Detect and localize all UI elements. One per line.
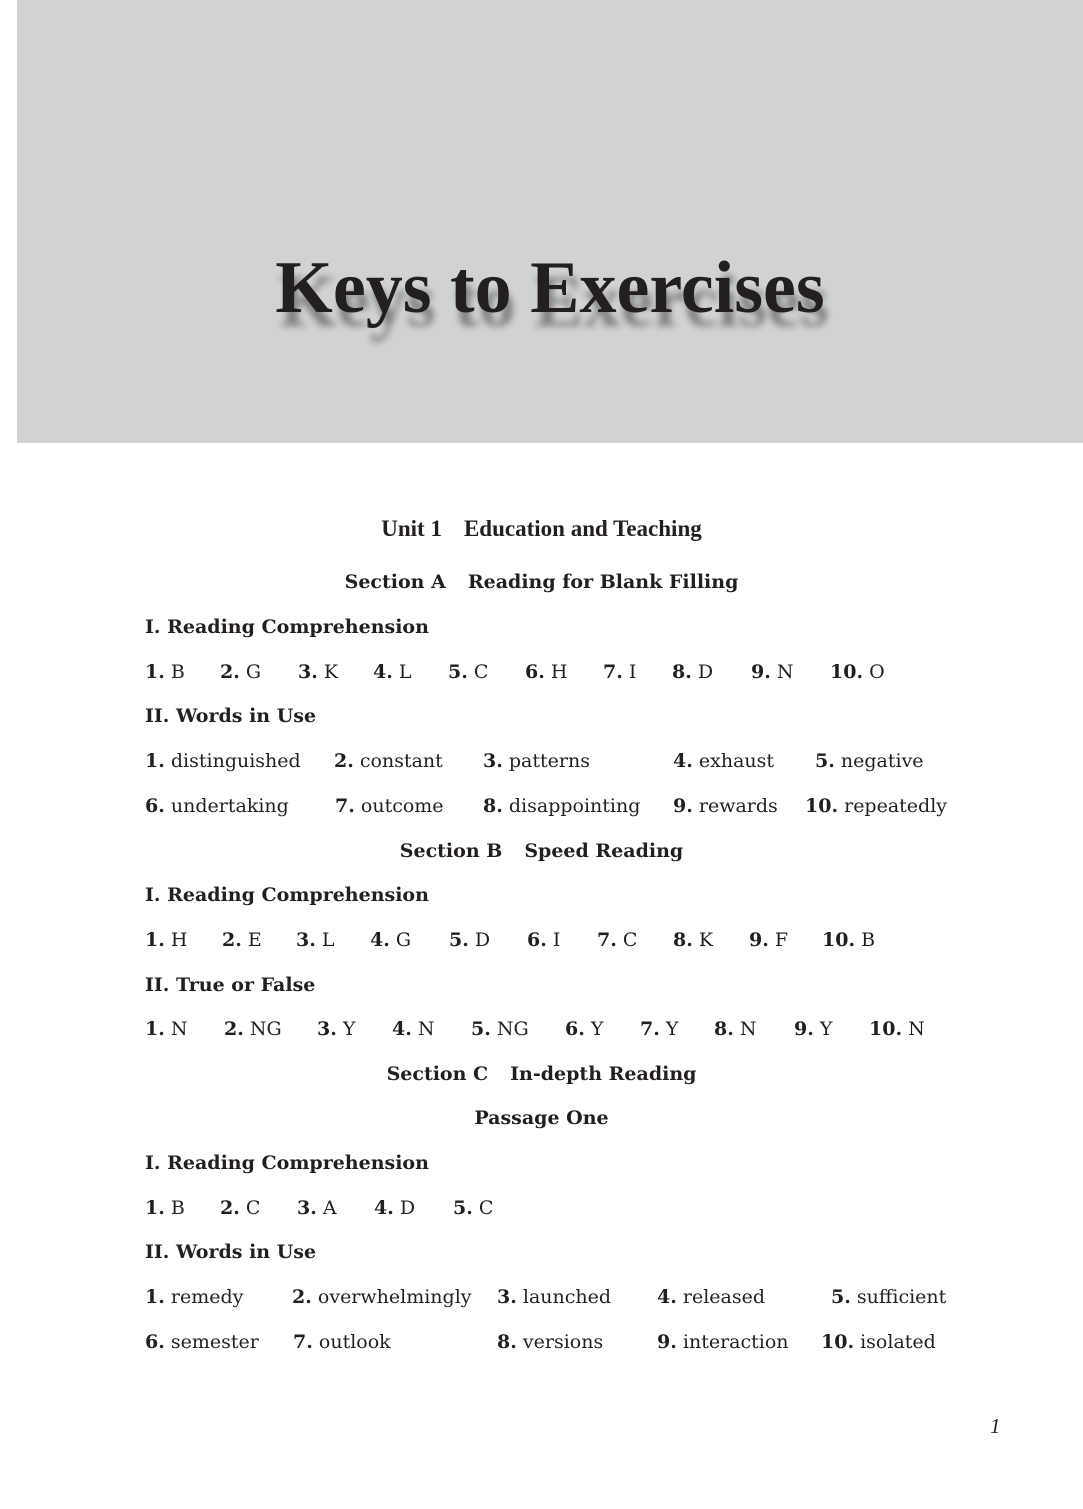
answer-item: 4. exhaust bbox=[673, 750, 775, 772]
answer-item: 9. Y bbox=[794, 1018, 833, 1040]
answer-item: 6. undertaking bbox=[145, 795, 289, 817]
answer-item: 3. L bbox=[296, 929, 335, 951]
answer-item: 4. G bbox=[370, 929, 412, 951]
answer-item: 8. N bbox=[714, 1018, 757, 1040]
answer-item: 4. D bbox=[374, 1197, 416, 1219]
answer-item: 3. patterns bbox=[483, 750, 590, 772]
answer-item: 1. distinguished bbox=[145, 750, 301, 772]
answer-row bbox=[0, 745, 1083, 777]
answer-item: 1. B bbox=[145, 661, 185, 683]
answer-item: 5. sufficient bbox=[831, 1286, 947, 1308]
answer-item: 9. rewards bbox=[673, 795, 778, 817]
answer-item: 3. launched bbox=[497, 1286, 612, 1308]
answer-item: 7. outlook bbox=[293, 1331, 391, 1353]
page-number: 1 bbox=[990, 1414, 1001, 1438]
section-a-part1-heading: I. Reading Comprehension bbox=[145, 616, 429, 638]
answer-item: 6. H bbox=[525, 661, 568, 683]
answer-item: 10. N bbox=[869, 1018, 925, 1040]
passage-heading: Passage One bbox=[474, 1107, 609, 1129]
answer-item: 7. I bbox=[603, 661, 637, 683]
answer-item: 6. semester bbox=[145, 1331, 259, 1353]
answer-item: 1. B bbox=[145, 1197, 185, 1219]
answer-row bbox=[0, 1013, 1083, 1045]
answer-item: 8. versions bbox=[497, 1331, 604, 1353]
answer-item: 7. C bbox=[597, 929, 638, 951]
answer-item: 10. isolated bbox=[821, 1331, 936, 1353]
answer-item: 9. N bbox=[751, 661, 794, 683]
answer-item: 4. N bbox=[392, 1018, 435, 1040]
answer-item: 3. K bbox=[298, 661, 339, 683]
answer-item: 10. O bbox=[830, 661, 885, 683]
section-a-name: Reading for Blank Filling bbox=[467, 571, 739, 593]
section-a-heading bbox=[0, 566, 1083, 598]
section-a-part2-heading: II. Words in Use bbox=[145, 705, 317, 727]
answer-item: 9. F bbox=[749, 929, 789, 951]
answer-item: 4. released bbox=[657, 1286, 766, 1308]
section-b-name: Speed Reading bbox=[524, 840, 684, 862]
answer-item: 2. overwhelmingly bbox=[292, 1286, 472, 1308]
answer-item: 2. C bbox=[220, 1197, 261, 1219]
answer-item: 2. E bbox=[222, 929, 262, 951]
answer-row bbox=[0, 1281, 1083, 1313]
answer-item: 5. C bbox=[453, 1197, 494, 1219]
answer-item: 3. Y bbox=[317, 1018, 356, 1040]
title-banner bbox=[17, 0, 1083, 443]
section-c-part1-heading: I. Reading Comprehension bbox=[145, 1152, 429, 1174]
answer-item: 2. NG bbox=[224, 1018, 282, 1040]
section-a-label: Section A bbox=[344, 571, 446, 593]
answer-item: 3. A bbox=[297, 1197, 337, 1219]
section-b-heading bbox=[0, 835, 1083, 867]
answer-item: 10. repeatedly bbox=[805, 795, 948, 817]
page-title: Keys to Exercises bbox=[275, 247, 825, 329]
section-c-label: Section C bbox=[386, 1063, 489, 1085]
answer-item: 7. outcome bbox=[335, 795, 444, 817]
unit-title bbox=[0, 513, 1083, 545]
unit-name: Education and Teaching bbox=[463, 516, 702, 541]
answer-item: 2. constant bbox=[334, 750, 443, 772]
answer-item: 1. H bbox=[145, 929, 188, 951]
answer-item: 5. NG bbox=[471, 1018, 529, 1040]
answer-item: 5. negative bbox=[815, 750, 924, 772]
answer-item: 1. remedy bbox=[145, 1286, 244, 1308]
answer-row bbox=[0, 924, 1083, 956]
answer-item: 5. D bbox=[449, 929, 491, 951]
answer-row bbox=[0, 656, 1083, 688]
answer-item: 7. Y bbox=[640, 1018, 679, 1040]
answer-item: 4. L bbox=[373, 661, 412, 683]
answer-item: 9. interaction bbox=[657, 1331, 789, 1353]
answer-row bbox=[0, 790, 1083, 822]
section-c-heading bbox=[0, 1058, 1083, 1090]
answer-item: 2. G bbox=[220, 661, 262, 683]
unit-number: Unit 1 bbox=[381, 516, 442, 541]
answer-item: 1. N bbox=[145, 1018, 188, 1040]
answer-item: 8. K bbox=[673, 929, 714, 951]
answer-item: 8. D bbox=[672, 661, 714, 683]
answer-row bbox=[0, 1192, 1083, 1224]
answer-item: 8. disappointing bbox=[483, 795, 641, 817]
section-b-part1-heading: I. Reading Comprehension bbox=[145, 884, 429, 906]
answer-item: 5. C bbox=[448, 661, 489, 683]
answer-item: 6. Y bbox=[565, 1018, 604, 1040]
answer-item: 6. I bbox=[527, 929, 561, 951]
answer-item: 10. B bbox=[822, 929, 876, 951]
answer-row bbox=[0, 1326, 1083, 1358]
section-b-part2-heading: II. True or False bbox=[145, 974, 316, 996]
section-c-part2-heading: II. Words in Use bbox=[145, 1241, 317, 1263]
section-b-label: Section B bbox=[399, 840, 503, 862]
section-c-name: In-depth Reading bbox=[510, 1063, 697, 1085]
